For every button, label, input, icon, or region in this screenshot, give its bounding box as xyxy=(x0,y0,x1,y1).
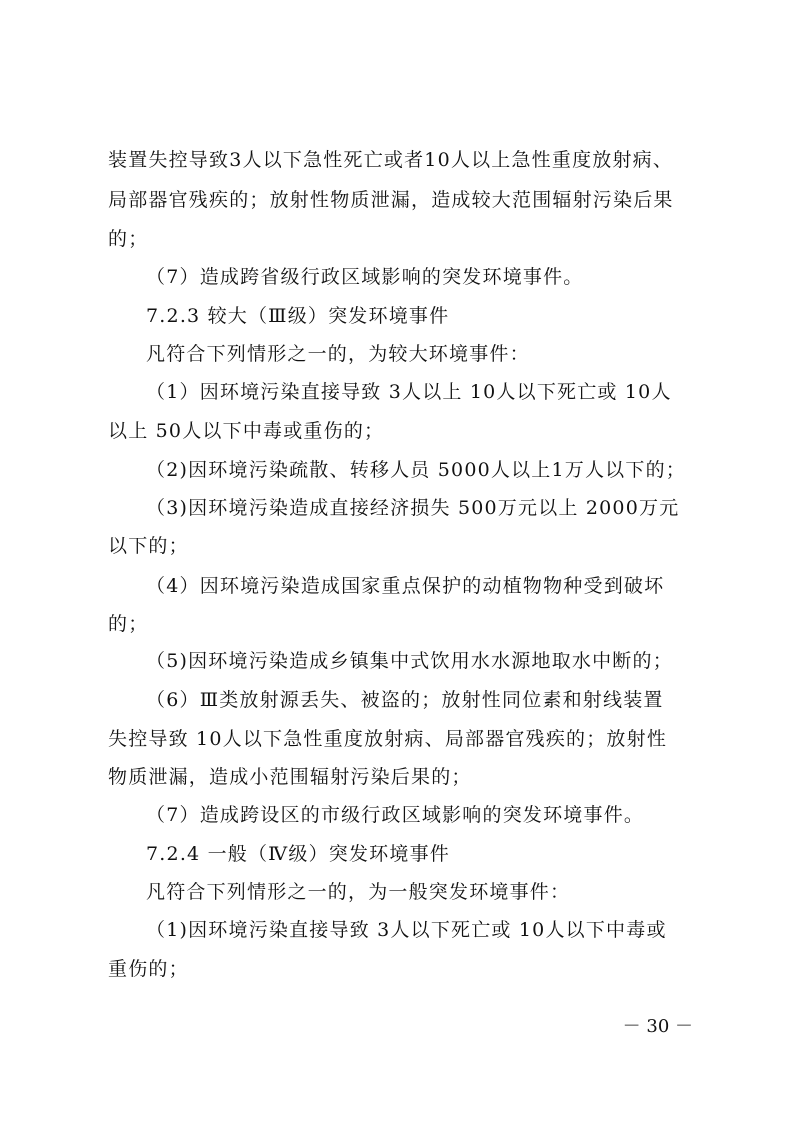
general-event-item-1-line-2: 重伤的； xyxy=(108,958,189,980)
larger-event-item-3-line-1: （3)因环境污染造成直接经济损失 500万元以上 2000万元 xyxy=(146,497,680,519)
larger-event-item-6-line-3: 物质泄漏，造成小范围辐射污染后果的； xyxy=(108,766,472,788)
larger-event-item-5: （5)因环境污染造成乡镇集中式饮用水水源地取水中断的； xyxy=(146,650,673,672)
larger-event-item-3-line-2: 以下的； xyxy=(108,535,189,557)
larger-event-item-1-line-2: 以上 50人以下中毒或重伤的； xyxy=(108,420,385,442)
section-intro-larger-events: 凡符合下列情形之一的，为较大环境事件： xyxy=(146,343,530,365)
section-heading-7-2-3: 7.2.3 较大（Ⅲ级）突发环境事件 xyxy=(146,305,450,327)
larger-event-item-7: （7）造成跨设区的市级行政区域影响的突发环境事件。 xyxy=(146,804,645,826)
body-line-1: 装置失控导致3人以下急性死亡或者10人以上急性重度放射病、 xyxy=(108,149,674,171)
item-7-line: （7）造成跨省级行政区域影响的突发环境事件。 xyxy=(146,266,584,288)
larger-event-item-6-line-1: （6）Ⅲ类放射源丢失、被盗的；放射性同位素和射线装置 xyxy=(146,689,664,711)
page-number: － 30 － xyxy=(622,1016,693,1037)
general-event-item-1-line-1: （1)因环境污染直接导致 3人以下死亡或 10人以下中毒或 xyxy=(146,919,667,941)
body-line-2: 局部器官残疾的；放射性物质泄漏，造成较大范围辐射污染后果 xyxy=(108,189,674,211)
larger-event-item-1-line-1: （1）因环境污染直接导致 3人以上 10人以下死亡或 10人 xyxy=(146,381,672,403)
body-line-3: 的； xyxy=(108,228,149,250)
section-intro-general-events: 凡符合下列情形之一的，为一般突发环境事件： xyxy=(146,881,571,903)
section-heading-7-2-4: 7.2.4 一般（Ⅳ级）突发环境事件 xyxy=(146,843,450,865)
larger-event-item-6-line-2: 失控导致 10人以下急性重度放射病、局部器官残疾的；放射性 xyxy=(108,728,668,750)
larger-event-item-4-line-1: （4）因环境污染造成国家重点保护的动植物物种受到破坏 xyxy=(146,575,665,597)
larger-event-item-2: （2)因环境污染疏散、转移人员 5000人以上1万人以下的； xyxy=(146,459,686,481)
larger-event-item-4-line-2: 的； xyxy=(108,613,149,635)
